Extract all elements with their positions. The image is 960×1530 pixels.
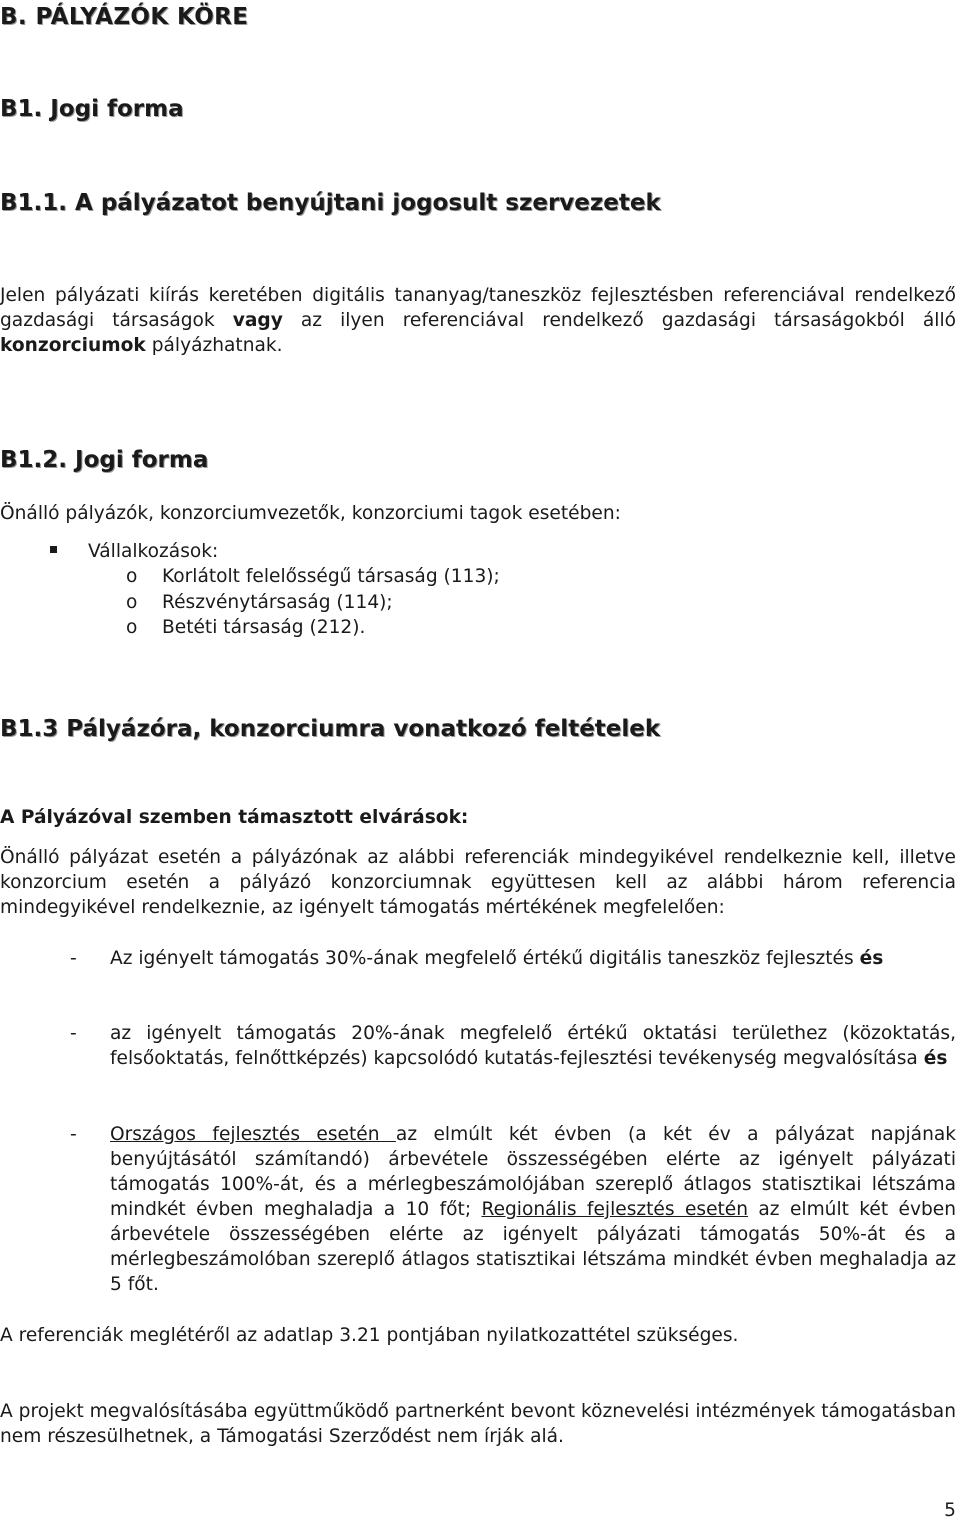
list-item: Az igényelt támogatás 30%-ának megfelelő értékű digitális taneszköz fejlesztés és xyxy=(110,948,884,969)
bullet-item-enterprises: Vállalkozások: xyxy=(88,541,219,562)
list-item: Részvénytársaság (114); xyxy=(162,592,393,613)
heading-b1-3: B1.3 Pályázóra, konzorciumra vonatkozó feltételek xyxy=(0,716,661,742)
page-number: 5 xyxy=(944,1500,956,1521)
circle-bullet-icon: o xyxy=(126,617,138,638)
heading-b1: B1. Jogi forma xyxy=(0,96,184,122)
paragraph-requirements-intro: Önálló pályázat esetén a pályázónak az alábbi referenciák mindegyikével rendelkeznie kell, illetve konzorcium esetén a pályázó konzorciumnak együttesen kell az alábbi három referencia mindegyikével rendelkeznie, az igényelt támogatás mértékének megfelelően: xyxy=(0,847,956,918)
list-item: Országos fejlesztés esetén az elmúlt két évben (a két év a pályázat napjának benyújtásától számítandó) árbevétele összességében elérte az igényelt pályázati támogatás 100%-át, és a mérlegbeszámolójában szereplő átlagos statisztikai létszáma mindkét évben meghaladja a 10 főt; Regionális fejlesztés esetén az elmúlt két évben árbevétele összességében elérte az igényelt pályázati támogatás 50%-át és a mérlegbeszámolóban szereplő átlagos statisztikai létszáma mindkét évben meghaladja az 5 főt. xyxy=(110,1124,957,1295)
heading-b1-2: B1.2. Jogi forma xyxy=(0,447,209,473)
paragraph-reference-declaration: A referenciák meglétéről az adatlap 3.21 pontjában nyilatkozattétel szükséges. xyxy=(0,1325,739,1346)
paragraph-eligible-organizations: Jelen pályázati kiírás keretében digitális tananyag/taneszköz fejlesztésben referenciával rendelkező gazdasági társaságok vagy az ilyen referenciával rendelkező gazdasági társaságokból álló konzorciumok pályázhatnak. xyxy=(0,285,956,356)
list-item: az igényelt támogatás 20%-ának megfelelő értékű oktatási területhez (közoktatás, felsőoktatás, felnőttképzés) kapcsolódó kutatás-fejlesztési tevékenység megvalósítása és xyxy=(110,1023,956,1069)
dash-bullet-icon: - xyxy=(70,1124,77,1145)
circle-bullet-icon: o xyxy=(126,566,138,587)
dash-bullet-icon: - xyxy=(70,1023,77,1044)
square-bullet-icon xyxy=(50,546,57,553)
paragraph-applicant-types-intro: Önálló pályázók, konzorciumvezetők, konzorciumi tagok esetében: xyxy=(0,503,621,524)
list-item: Korlátolt felelősségű társaság (113); xyxy=(162,566,500,587)
paragraph-partner-institutions: A projekt megvalósításába együttműködő partnerként bevont köznevelési intézmények támogatásban nem részesülhetnek, a Támogatási Szerződést nem írják alá. xyxy=(0,1401,956,1447)
heading-b1-1: B1.1. A pályázatot benyújtani jogosult szervezetek xyxy=(0,190,661,216)
dash-bullet-icon: - xyxy=(70,948,77,969)
list-item: Betéti társaság (212). xyxy=(162,617,366,638)
section-title: B. PÁLYÁZÓK KÖRE xyxy=(0,4,249,30)
subheading-requirements: A Pályázóval szemben támasztott elvárások: xyxy=(0,807,469,828)
circle-bullet-icon: o xyxy=(126,592,138,613)
